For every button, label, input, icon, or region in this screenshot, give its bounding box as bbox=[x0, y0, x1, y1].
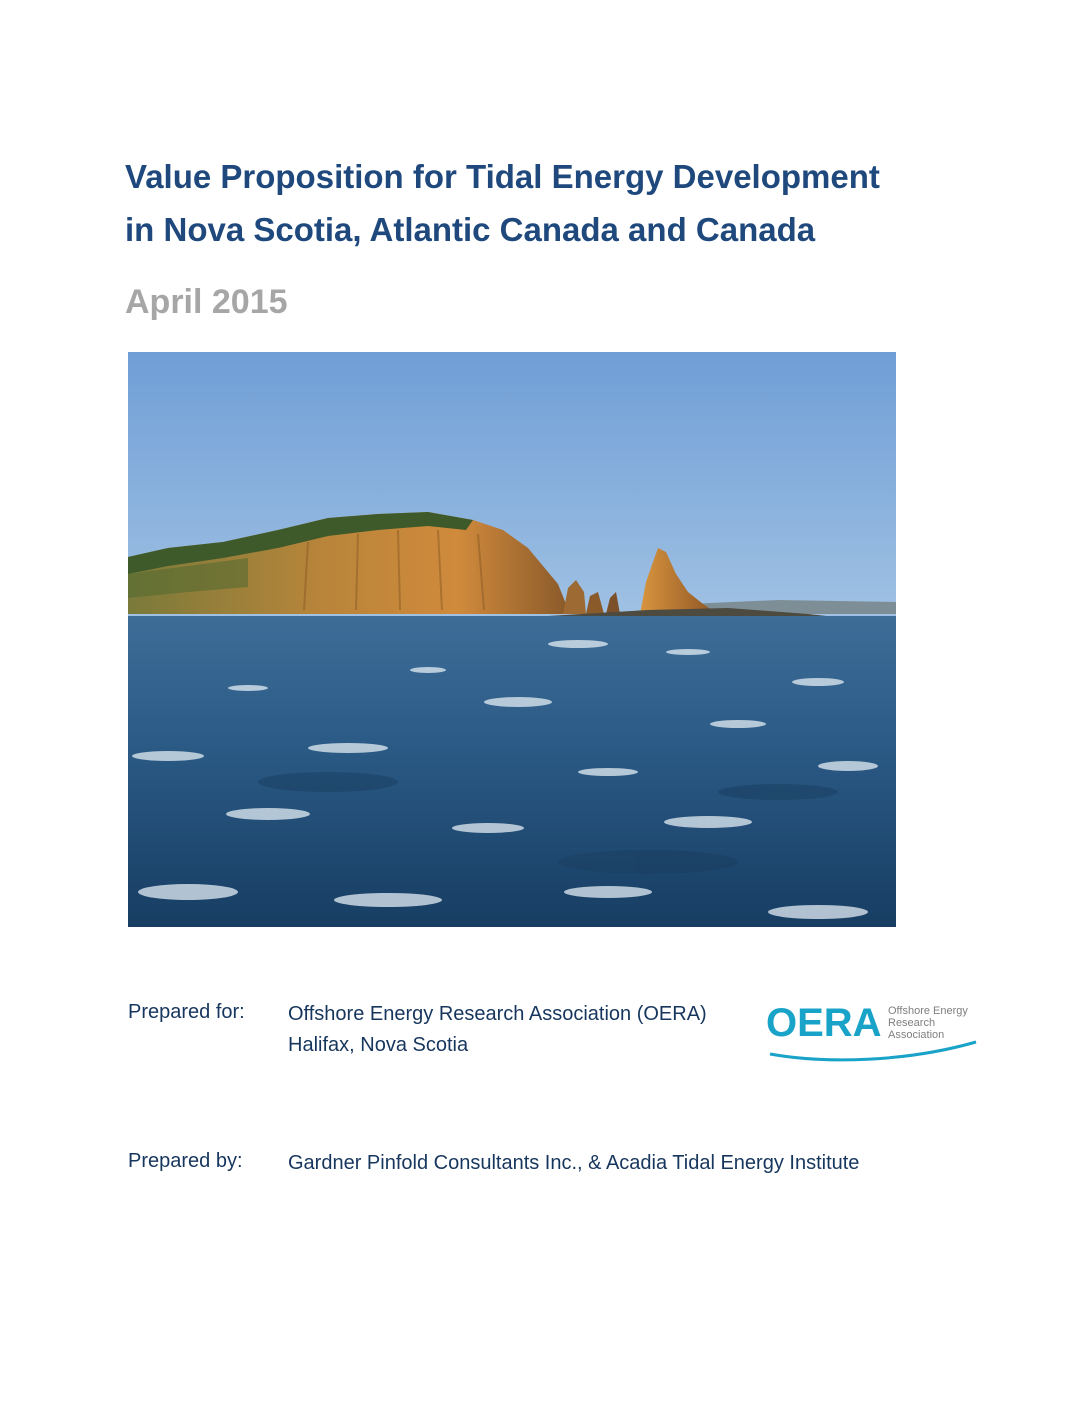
prepared-by-value bbox=[288, 1148, 859, 1179]
prepared-for-label: Prepared for: bbox=[128, 1001, 245, 1023]
prepared-for-location: Halifax, Nova Scotia bbox=[288, 1034, 469, 1056]
document-title bbox=[125, 150, 985, 256]
title-line-2: in Nova Scotia, Atlantic Canada and Canada bbox=[125, 211, 816, 248]
oera-logo-tagline-3: Association bbox=[888, 1029, 945, 1041]
oera-logo bbox=[766, 1000, 978, 1068]
prepared-by-label: Prepared by: bbox=[128, 1150, 243, 1172]
prepared-for-value bbox=[288, 999, 707, 1061]
oera-logo-tagline-1: Offshore Energy bbox=[888, 1005, 968, 1017]
oera-logo-acronym: OERA bbox=[766, 1001, 882, 1045]
title-line-1: Value Proposition for Tidal Energy Development bbox=[125, 158, 880, 195]
publication-date: April 2015 bbox=[125, 283, 288, 321]
prepared-for-organization: Offshore Energy Research Association (OERA) bbox=[288, 1003, 707, 1025]
prepared-by-organizations: Gardner Pinfold Consultants Inc., & Acadia Tidal Energy Institute bbox=[288, 1152, 860, 1174]
oera-logo-tagline-2: Research bbox=[888, 1017, 936, 1029]
cover-photo bbox=[128, 352, 896, 927]
